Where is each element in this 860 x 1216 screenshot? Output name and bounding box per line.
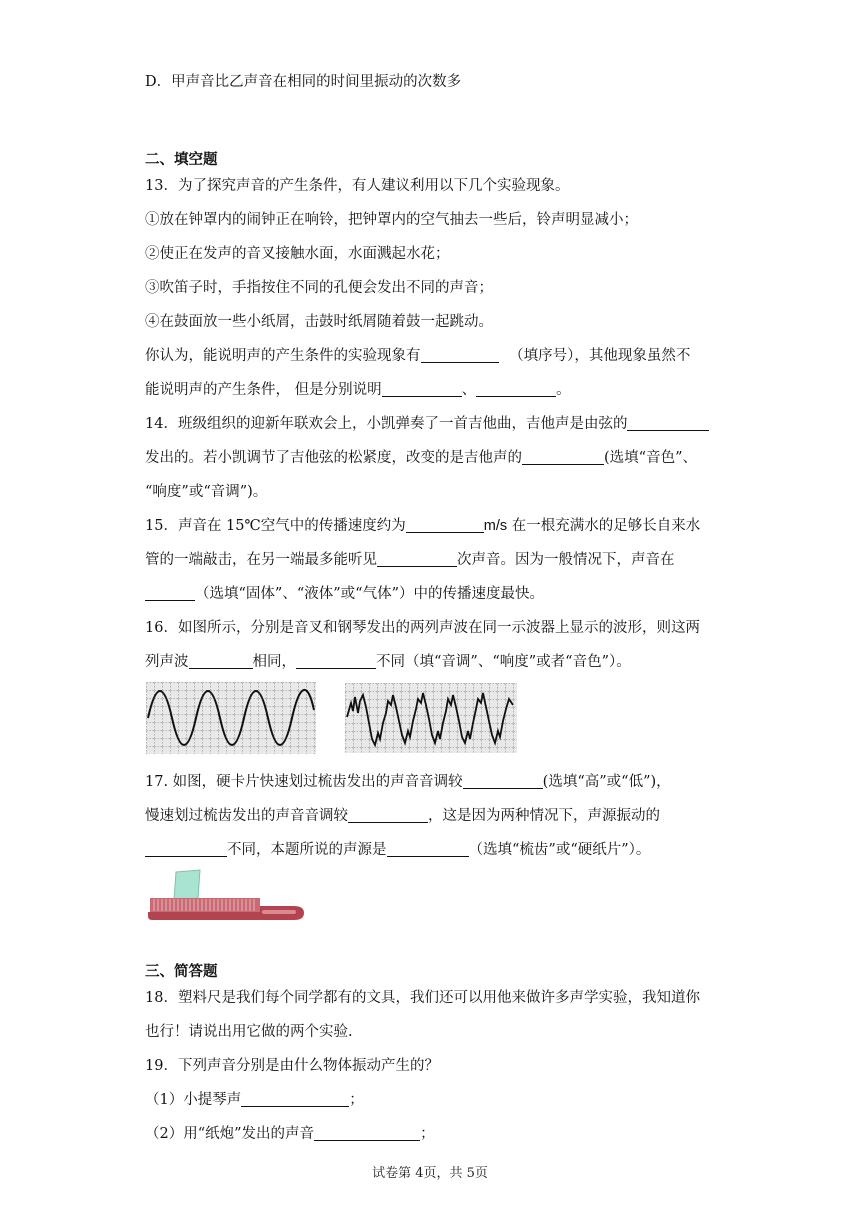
q17-text-b: (选填“高”或“低”)，	[542, 774, 671, 790]
q16-line-1: 16．如图所示，分别是音叉和钢琴发出的两列声波在同一示波器上显示的波形，则这两	[145, 620, 700, 636]
q13-answer-line-2	[145, 380, 571, 400]
q13-blank-1[interactable]	[421, 346, 499, 363]
q14-blank-2[interactable]	[522, 448, 604, 465]
q15-blank-3[interactable]	[145, 584, 195, 601]
piano-waveform-figure	[345, 683, 517, 753]
q19-blank-2[interactable]	[314, 1124, 420, 1141]
q13-text-c: 能说明声的产生条件， 但是分别说明	[145, 382, 382, 398]
q13-item-4: ④在鼓面放一些小纸屑，击鼓时纸屑随着鼓一起跳动。	[145, 314, 493, 330]
q15-text-d: 次声音。因为一般情况下，声音在	[457, 552, 675, 568]
q16-line-2	[145, 652, 631, 672]
q15-blank-1[interactable]	[406, 516, 484, 533]
q15-line-3	[145, 584, 544, 604]
q13-answer-line-1	[145, 346, 690, 366]
q19-stem: 19．下列声音分别是由什么物体振动产生的？	[145, 1058, 439, 1074]
q17-text-a: 17. 如图，硬卡片快速划过梳齿发出的声音音调较	[145, 774, 463, 790]
q17-text-d: ，这是因为两种情况下，声源振动的	[428, 808, 660, 824]
q17-blank-4[interactable]	[387, 840, 469, 857]
q15-text-a: 15．声音在 15℃空气中的传播速度约为	[145, 518, 406, 534]
q17-text-e: 不同，本题所说的声源是	[227, 842, 387, 858]
q19-sub-1	[145, 1090, 364, 1110]
q13-text-a: 你认为，能说明声的产生条件的实验现象有	[145, 348, 421, 364]
q15-line-2	[145, 550, 675, 570]
q14-blank-1[interactable]	[627, 414, 709, 431]
q17-text-c: 慢速划过梳齿发出的声音音调较	[145, 808, 348, 824]
q19-sub-2	[145, 1124, 435, 1144]
q13-item-1: ①放在钟罩内的闹钟正在响铃，把钟罩内的空气抽去一些后，铃声明显减小；	[145, 212, 638, 228]
q17-line-3	[145, 840, 650, 860]
q14-line-3: “响度”或“音调”)。	[145, 484, 268, 500]
q19-sub-2-text: （2）用“纸炮”发出的声音	[145, 1126, 315, 1142]
q13-item-3: ③吹笛子时，手指按住不同的孔便会发出不同的声音；	[145, 280, 493, 296]
q14-line-1	[145, 414, 709, 434]
q15-text-e: （选填“固体”、“液体”或“气体”）中的传播速度最快。	[195, 586, 544, 602]
q17-text-f: （选填“梳齿”或“硬纸片”）。	[468, 842, 651, 858]
q15-blank-2[interactable]	[377, 550, 457, 567]
q14-line-2	[145, 448, 697, 468]
q14-text-c: (选填“音色”、	[604, 450, 697, 466]
q17-line-2	[145, 806, 660, 826]
q15-text-c: 管的一端敲击，在另一端最多能听见	[145, 552, 377, 568]
q18-line-2: 也行！请说出用它做的两个实验.	[145, 1024, 353, 1040]
q19-sub-1-text: （1）小提琴声	[145, 1092, 242, 1108]
q19-sub-2-end: ；	[420, 1126, 435, 1142]
q16-text-b: 相同，	[252, 654, 296, 670]
q18-line-1: 18．塑料尺是我们每个同学都有的文具，我们还可以用他来做许多声学实验，我知道你	[145, 990, 700, 1006]
q16-blank-1[interactable]	[189, 652, 253, 669]
card	[174, 870, 200, 900]
q16-blank-2[interactable]	[296, 652, 376, 669]
q14-text-b: 发出的。若小凯调节了吉他弦的松紧度，改变的是吉他声的	[145, 450, 522, 466]
q13-stem: 13．为了探究声音的产生条件，有人建议利用以下几个实验现象。	[145, 178, 570, 194]
section-3-heading: 三、简答题	[145, 964, 218, 980]
q17-blank-3[interactable]	[145, 840, 227, 857]
q15-text-b: 在一根充满水的足够长自来水	[507, 518, 701, 534]
q13-blank-2[interactable]	[382, 380, 462, 397]
q13-blank-3[interactable]	[476, 380, 556, 397]
q13-text-d: 、	[461, 382, 477, 398]
q13-text-b: （填序号），其他现象虽然不	[509, 348, 691, 364]
q14-text-a: 14．班级组织的迎新年联欢会上，小凯弹奏了一首吉他曲，吉他声是由弦的	[145, 416, 628, 432]
q17-blank-2[interactable]	[348, 806, 428, 823]
q13-item-2: ②使正在发声的音叉接触水面，水面溅起水花；	[145, 246, 450, 262]
q19-blank-1[interactable]	[241, 1090, 349, 1107]
q17-blank-1[interactable]	[463, 772, 543, 789]
q19-sub-1-end: ；	[349, 1092, 364, 1108]
q13-text-e: 。	[556, 382, 571, 398]
q15-line-1	[145, 516, 700, 536]
section-2-heading: 二、填空题	[145, 152, 218, 168]
q15-unit: m/s	[483, 518, 508, 534]
q17-line-1	[145, 772, 671, 792]
page-footer: 试卷第 4页，共 5页	[372, 1166, 488, 1181]
comb-card-figure	[144, 868, 306, 928]
tuning-fork-waveform-figure	[146, 682, 316, 754]
q16-text-c: 不同（填“音调”、“响度”或者“音色”）。	[376, 654, 631, 670]
q16-text-a: 列声波	[145, 654, 189, 670]
option-d: D．甲声音比乙声音在相同的时间里振动的次数多	[145, 74, 462, 90]
